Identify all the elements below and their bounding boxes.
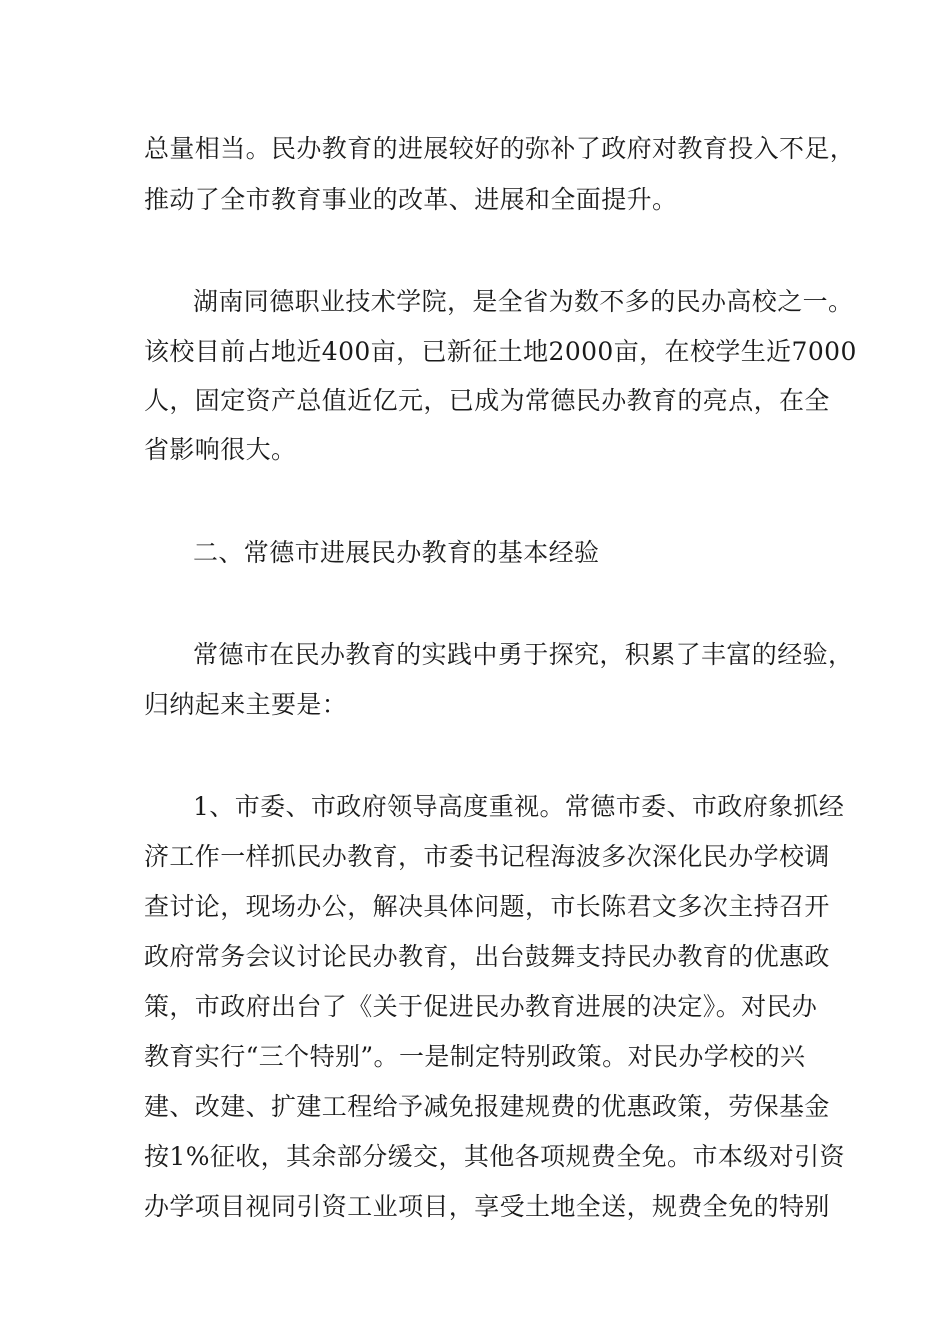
paragraph-4-line-9: 办学项目视同引资工业项目，享受土地全送，规费全免的特别: [144, 1192, 830, 1221]
paragraph-3-line-2: 归纳起来主要是：: [144, 690, 348, 719]
paragraph-2-line-4: 省影响很大。: [144, 435, 297, 464]
paragraph-2-line-2: 该校目前占地近400亩，已新征土地2000亩，在校学生近7000: [144, 337, 857, 366]
paragraph-2-line-1: 湖南同德职业技术学院，是全省为数不多的民办高校之一。: [193, 287, 854, 316]
paragraph-1-line-1: 总量相当。民办教育的进展较好的弥补了政府对教育投入不足，: [144, 134, 856, 163]
paragraph-1-line-2: 推动了全市教育事业的改革、进展和全面提升。: [144, 185, 678, 214]
paragraph-4-line-1: 1、市委、市政府领导高度重视。常德市委、市政府象抓经: [193, 792, 845, 821]
paragraph-4-line-4: 政府常务会议讨论民办教育，出台鼓舞支持民办教育的优惠政: [144, 942, 830, 971]
paragraph-4-line-3: 查讨论，现场办公，解决具体问题，市长陈君文多次主持召开: [144, 892, 830, 921]
paragraph-4-line-2: 济工作一样抓民办教育，市委书记程海波多次深化民办学校调: [144, 842, 830, 871]
section-heading: 二、常德市进展民办教育的基本经验: [193, 538, 600, 567]
paragraph-2-line-3: 人，固定资产总值近亿元，已成为常德民办教育的亮点，在全: [144, 386, 830, 415]
paragraph-4-line-7: 建、改建、扩建工程给予减免报建规费的优惠政策，劳保基金: [144, 1092, 830, 1121]
paragraph-3-line-1: 常德市在民办教育的实践中勇于探究，积累了丰富的经验，: [193, 640, 854, 669]
paragraph-4-line-6: 教育实行“三个特别”。一是制定特别政策。对民办学校的兴: [144, 1042, 806, 1071]
paragraph-4-line-5: 策，市政府出台了《关于促进民办教育进展的决定》。对民办: [144, 992, 818, 1021]
paragraph-4-line-8: 按1%征收，其余部分缓交，其他各项规费全免。市本级对引资: [144, 1142, 845, 1171]
